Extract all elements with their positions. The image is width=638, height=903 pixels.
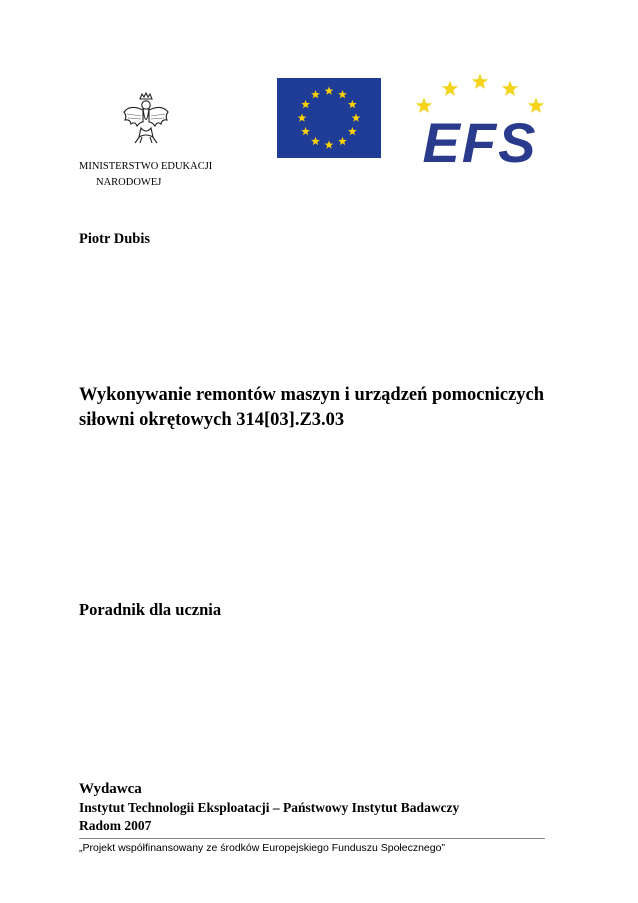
efs-star-icon (502, 81, 518, 96)
publisher-block (79, 780, 459, 835)
eu-star-icon (348, 100, 357, 108)
eu-star-icon (325, 86, 334, 94)
footer-note: „Projekt współfinansowany ze środków Europejskiego Funduszu Społecznego” (79, 842, 445, 854)
polish-eagle-emblem-icon (122, 92, 170, 144)
author-name: Piotr Dubis (79, 231, 151, 247)
eu-star-icon (338, 137, 347, 145)
document-title (79, 383, 579, 433)
eu-star-icon (298, 113, 307, 121)
eu-star-icon (311, 137, 320, 145)
publisher-heading: Wydawca (79, 781, 142, 797)
document-title-line-2: siłowni okrętowych 314[03].Z3.03 (79, 410, 345, 430)
efs-star-icon (442, 81, 458, 96)
publisher-name: Instytut Technologii Eksploatacji – Państwowy Instytut Badawczy (79, 800, 460, 815)
footer-divider (79, 838, 545, 839)
efs-logo (412, 72, 548, 170)
eu-star-icon (352, 113, 361, 121)
eu-star-icon (301, 127, 310, 135)
document-subtitle: Poradnik dla ucznia (79, 600, 222, 619)
publisher-place-year: Radom 2007 (79, 818, 152, 833)
eu-star-icon (301, 100, 310, 108)
efs-logo-text: EFS (422, 111, 538, 170)
eu-star-icon (338, 90, 347, 98)
eu-flag-icon (277, 78, 381, 158)
eu-star-icon (348, 127, 357, 135)
efs-star-icon (472, 74, 488, 89)
ministry-line-1: MINISTERSTWO EDUKACJI (79, 161, 213, 172)
eu-star-icon (311, 90, 320, 98)
eu-star-icon (325, 140, 334, 148)
ministry-name (79, 159, 212, 191)
ministry-line-2: NARODOWEJ (96, 177, 162, 188)
document-title-line-1: Wykonywanie remontów maszyn i urządzeń pomocniczych (79, 385, 545, 405)
